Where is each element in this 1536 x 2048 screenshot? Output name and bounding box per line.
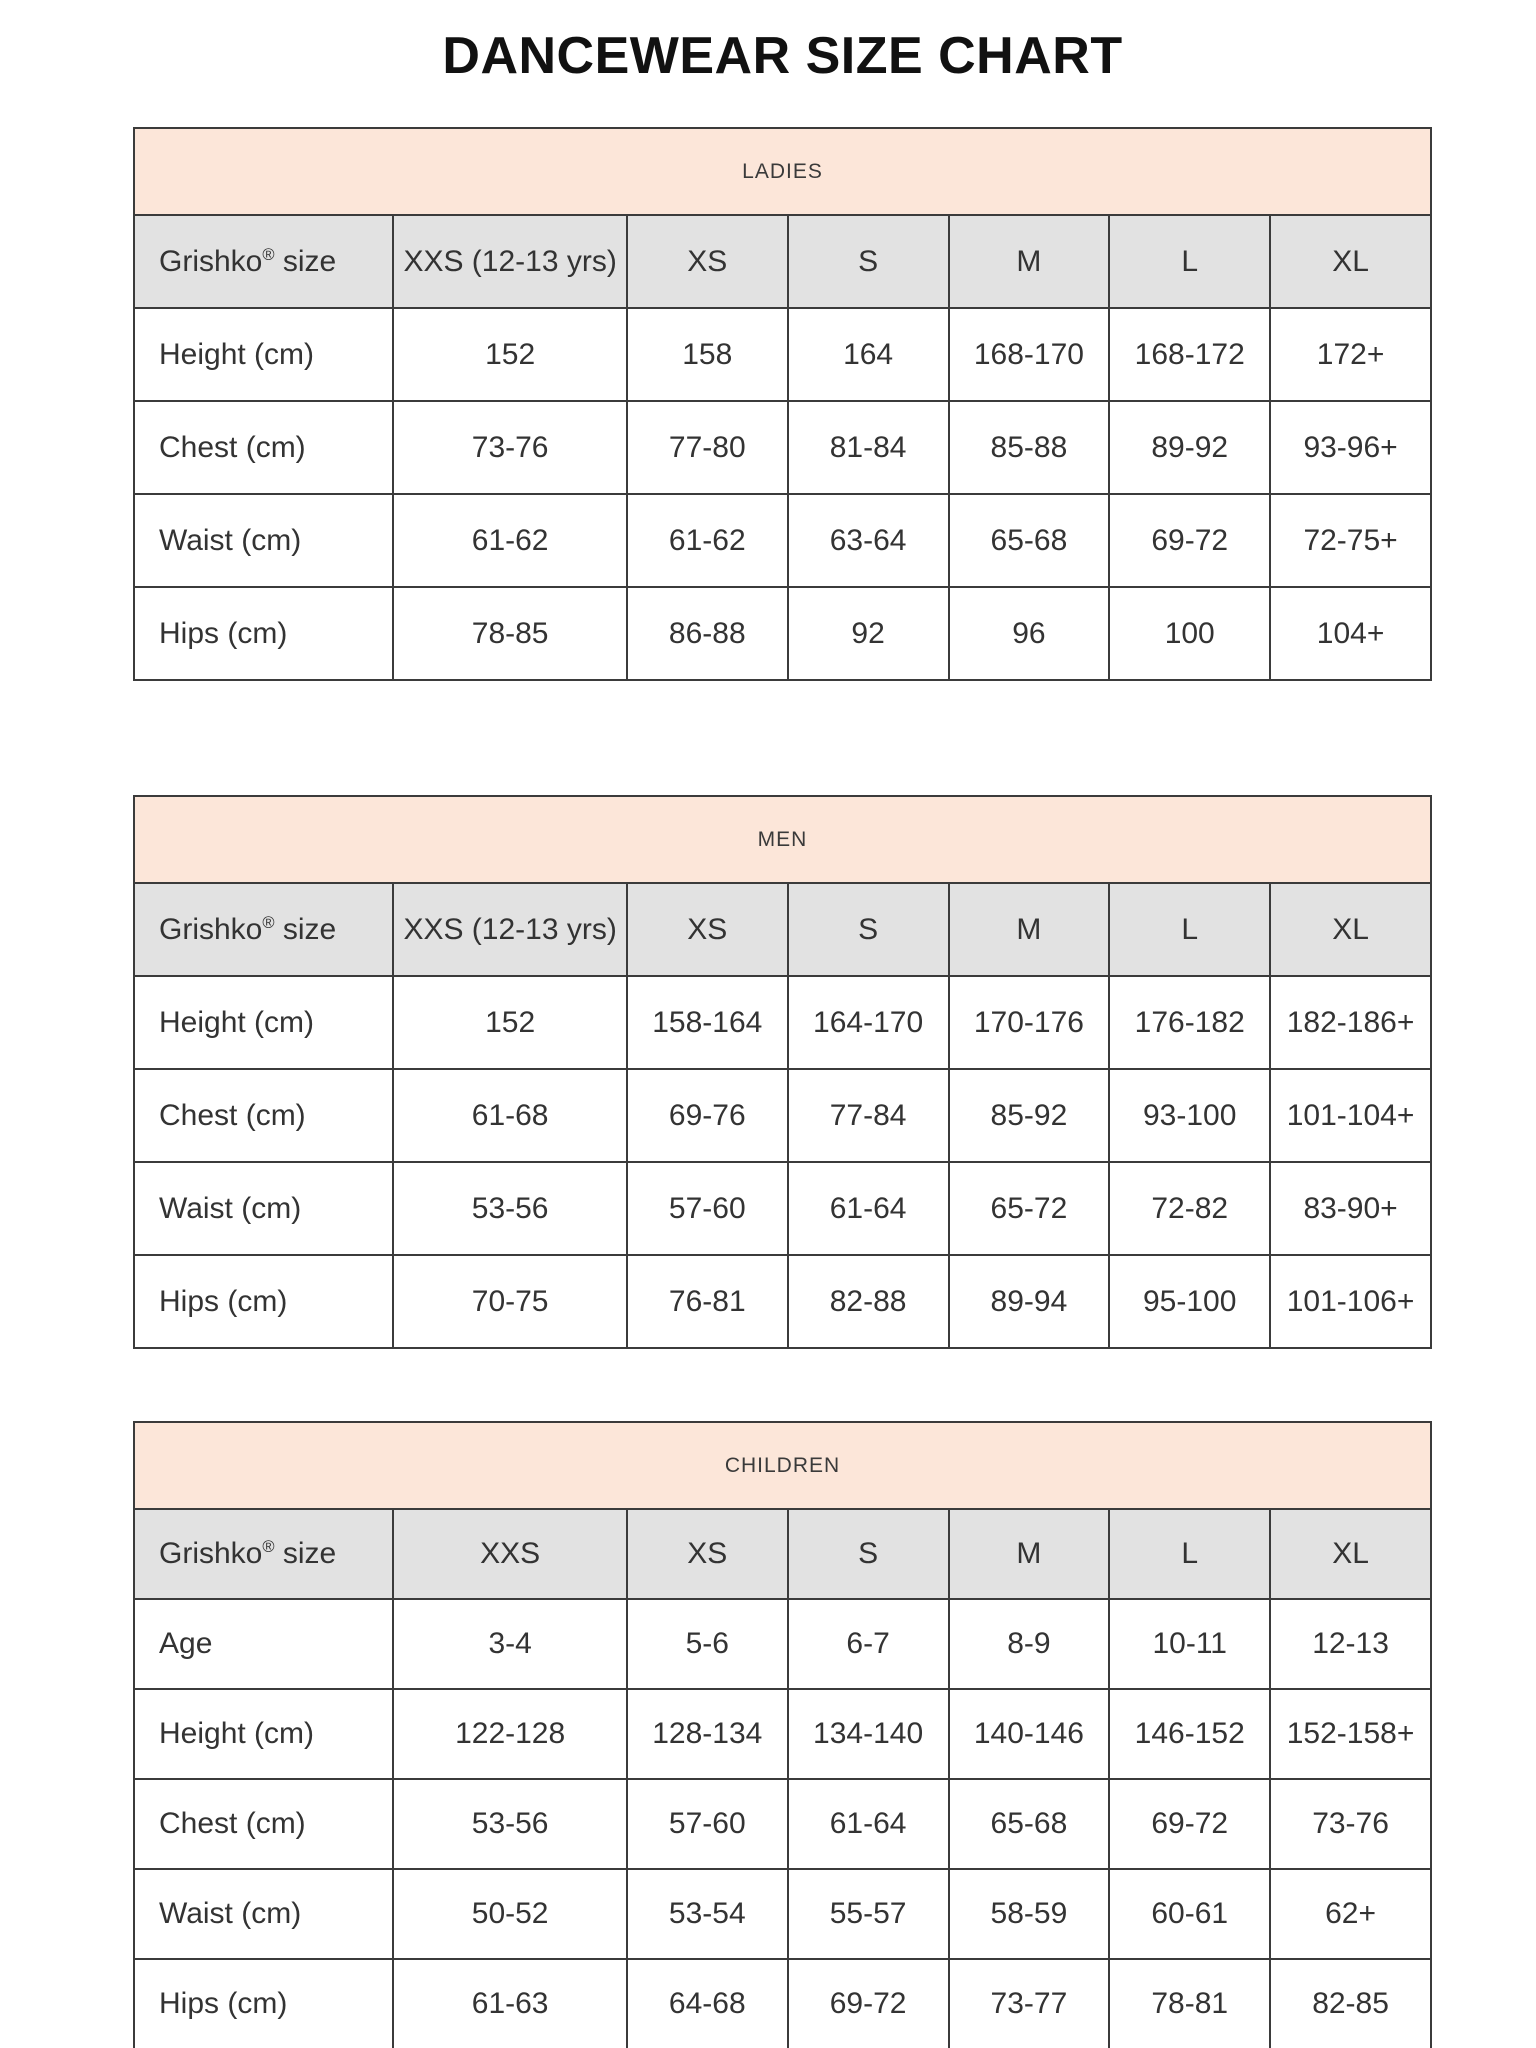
cell-value: 128-134	[627, 1689, 788, 1779]
cell-value: 10-11	[1109, 1599, 1270, 1689]
cell-value: 3-4	[393, 1599, 626, 1689]
column-header: XXS (12-13 yrs)	[393, 883, 626, 976]
brand-name: Grishko	[159, 244, 263, 278]
cell-value: 82-88	[788, 1255, 949, 1348]
row-label: Height (cm)	[134, 308, 393, 401]
row-label: Hips (cm)	[134, 1255, 393, 1348]
column-header: S	[788, 883, 949, 976]
cell-value: 55-57	[788, 1869, 949, 1959]
table-row	[134, 1959, 1431, 2048]
cell-value: 82-85	[1270, 1959, 1431, 2048]
cell-value: 73-77	[949, 1959, 1110, 2048]
row-header-suffix: size	[274, 912, 337, 946]
cell-value: 65-68	[949, 494, 1110, 587]
row-label: Waist (cm)	[134, 1162, 393, 1255]
column-header: S	[788, 1509, 949, 1599]
cell-value: 158	[627, 308, 788, 401]
row-label: Hips (cm)	[134, 587, 393, 680]
column-header: L	[1109, 215, 1270, 308]
header-row	[134, 215, 1431, 308]
page-title: DANCEWEAR SIZE CHART	[442, 27, 1123, 85]
cell-value: 101-106+	[1270, 1255, 1431, 1348]
cell-value: 152	[393, 976, 626, 1069]
row-label: Height (cm)	[134, 976, 393, 1069]
column-header: XS	[627, 1509, 788, 1599]
table-row	[134, 401, 1431, 494]
caption-row	[134, 1422, 1431, 1509]
cell-value: 93-96+	[1270, 401, 1431, 494]
cell-value: 63-64	[788, 494, 949, 587]
column-header: L	[1109, 883, 1270, 976]
cell-value: 164	[788, 308, 949, 401]
column-header: M	[949, 883, 1110, 976]
header-row	[134, 1509, 1431, 1599]
table-row	[134, 1162, 1431, 1255]
cell-value: 72-82	[1109, 1162, 1270, 1255]
cell-value: 76-81	[627, 1255, 788, 1348]
cell-value: 176-182	[1109, 976, 1270, 1069]
page	[133, 28, 1432, 2048]
cell-value: 100	[1109, 587, 1270, 680]
column-header: XXS	[393, 1509, 626, 1599]
registered-mark: ®	[262, 913, 275, 932]
column-header: M	[949, 1509, 1110, 1599]
cell-value: 73-76	[393, 401, 626, 494]
row-label: Chest (cm)	[134, 401, 393, 494]
row-header-suffix: size	[274, 1537, 337, 1571]
column-header: XL	[1270, 215, 1431, 308]
table-row	[134, 1869, 1431, 1959]
cell-value: 140-146	[949, 1689, 1110, 1779]
column-header: XS	[627, 215, 788, 308]
cell-value: 12-13	[1270, 1599, 1431, 1689]
cell-value: 152	[393, 308, 626, 401]
cell-value: 72-75+	[1270, 494, 1431, 587]
column-header: L	[1109, 1509, 1270, 1599]
table-row	[134, 1689, 1431, 1779]
row-label: Age	[134, 1599, 393, 1689]
cell-value: 53-54	[627, 1869, 788, 1959]
table-row	[134, 587, 1431, 680]
cell-value: 85-88	[949, 401, 1110, 494]
cell-value: 146-152	[1109, 1689, 1270, 1779]
cell-value: 57-60	[627, 1162, 788, 1255]
cell-value: 58-59	[949, 1869, 1110, 1959]
cell-value: 6-7	[788, 1599, 949, 1689]
cell-value: 86-88	[627, 587, 788, 680]
cell-value: 93-100	[1109, 1069, 1270, 1162]
cell-value: 65-72	[949, 1162, 1110, 1255]
caption-row	[134, 128, 1431, 215]
cell-value: 61-62	[393, 494, 626, 587]
cell-value: 70-75	[393, 1255, 626, 1348]
cell-value: 78-85	[393, 587, 626, 680]
table-row	[134, 308, 1431, 401]
brand-name: Grishko	[159, 1537, 263, 1571]
cell-value: 77-80	[627, 401, 788, 494]
row-label: Chest (cm)	[134, 1069, 393, 1162]
cell-value: 134-140	[788, 1689, 949, 1779]
cell-value: 50-52	[393, 1869, 626, 1959]
row-label: Height (cm)	[134, 1689, 393, 1779]
row-header-cell	[134, 215, 393, 308]
header-row	[134, 883, 1431, 976]
row-label: Hips (cm)	[134, 1959, 393, 2048]
cell-value: 89-92	[1109, 401, 1270, 494]
cell-value: 158-164	[627, 976, 788, 1069]
row-label: Chest (cm)	[134, 1779, 393, 1869]
cell-value: 164-170	[788, 976, 949, 1069]
cell-value: 168-170	[949, 308, 1110, 401]
table-caption: MEN	[134, 796, 1431, 883]
column-header: S	[788, 215, 949, 308]
cell-value: 73-76	[1270, 1779, 1431, 1869]
table-row	[134, 976, 1431, 1069]
size-table-ladies	[133, 127, 1432, 681]
cell-value: 8-9	[949, 1599, 1110, 1689]
registered-mark: ®	[262, 1538, 275, 1557]
row-header-cell	[134, 1509, 393, 1599]
registered-mark: ®	[262, 245, 275, 264]
cell-value: 152-158+	[1270, 1689, 1431, 1779]
cell-value: 69-72	[1109, 494, 1270, 587]
row-header-cell	[134, 883, 393, 976]
table-row	[134, 1255, 1431, 1348]
column-header: XXS (12-13 yrs)	[393, 215, 626, 308]
column-header: XL	[1270, 1509, 1431, 1599]
cell-value: 61-64	[788, 1779, 949, 1869]
cell-value: 69-76	[627, 1069, 788, 1162]
cell-value: 101-104+	[1270, 1069, 1431, 1162]
cell-value: 77-84	[788, 1069, 949, 1162]
cell-value: 61-64	[788, 1162, 949, 1255]
cell-value: 170-176	[949, 976, 1110, 1069]
cell-value: 168-172	[1109, 308, 1270, 401]
table-row	[134, 1069, 1431, 1162]
table-row	[134, 1779, 1431, 1869]
cell-value: 182-186+	[1270, 976, 1431, 1069]
cell-value: 57-60	[627, 1779, 788, 1869]
brand-name: Grishko	[159, 912, 263, 946]
caption-row	[134, 796, 1431, 883]
cell-value: 61-68	[393, 1069, 626, 1162]
cell-value: 62+	[1270, 1869, 1431, 1959]
cell-value: 95-100	[1109, 1255, 1270, 1348]
cell-value: 65-68	[949, 1779, 1110, 1869]
table-caption: LADIES	[134, 128, 1431, 215]
table-row	[134, 494, 1431, 587]
cell-value: 89-94	[949, 1255, 1110, 1348]
cell-value: 53-56	[393, 1779, 626, 1869]
column-header: XL	[1270, 883, 1431, 976]
size-table-children	[133, 1421, 1432, 2048]
table-row	[134, 1599, 1431, 1689]
row-label: Waist (cm)	[134, 1869, 393, 1959]
cell-value: 69-72	[788, 1959, 949, 2048]
cell-value: 83-90+	[1270, 1162, 1431, 1255]
cell-value: 61-62	[627, 494, 788, 587]
size-table-men	[133, 795, 1432, 1349]
cell-value: 172+	[1270, 308, 1431, 401]
cell-value: 85-92	[949, 1069, 1110, 1162]
cell-value: 104+	[1270, 587, 1431, 680]
cell-value: 92	[788, 587, 949, 680]
row-header-suffix: size	[274, 244, 337, 278]
row-label: Waist (cm)	[134, 494, 393, 587]
cell-value: 78-81	[1109, 1959, 1270, 2048]
cell-value: 60-61	[1109, 1869, 1270, 1959]
cell-value: 122-128	[393, 1689, 626, 1779]
cell-value: 61-63	[393, 1959, 626, 2048]
tables	[133, 127, 1432, 2048]
column-header: M	[949, 215, 1110, 308]
cell-value: 69-72	[1109, 1779, 1270, 1869]
cell-value: 53-56	[393, 1162, 626, 1255]
cell-value: 64-68	[627, 1959, 788, 2048]
cell-value: 96	[949, 587, 1110, 680]
column-header: XS	[627, 883, 788, 976]
cell-value: 5-6	[627, 1599, 788, 1689]
table-caption: CHILDREN	[134, 1422, 1431, 1509]
cell-value: 81-84	[788, 401, 949, 494]
